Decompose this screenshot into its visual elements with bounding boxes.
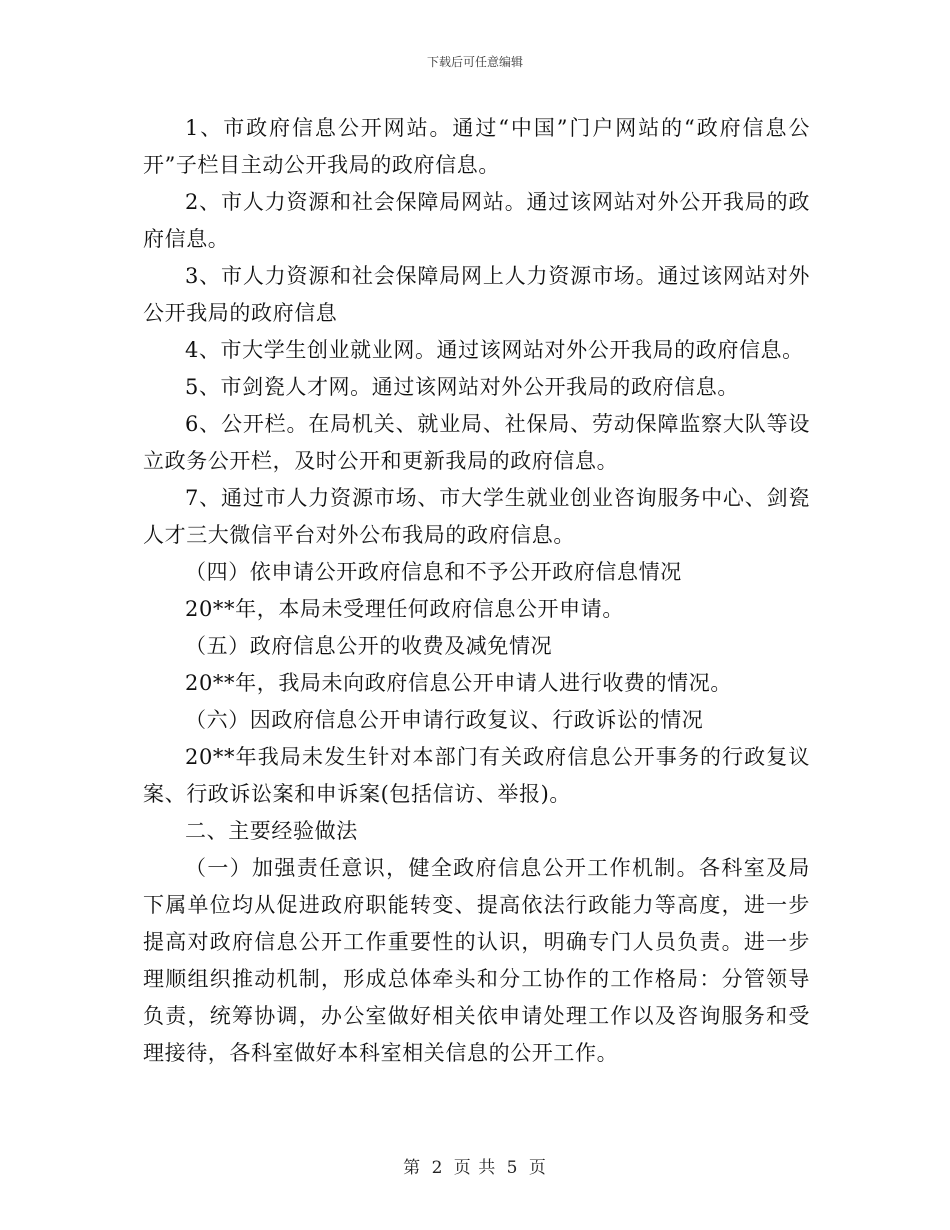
paragraph-10: 20**年我局未发生针对本部门有关政府信息公开事务的行政复议案、行政诉讼案和申诉案(包括信访、举报)。	[143, 745, 810, 806]
footer-page-number: 2	[431, 1158, 444, 1178]
footer-page-prefix: 第	[403, 1158, 422, 1178]
paragraph-3: 3、市人力资源和社会保障局网上人力资源市场。通过该网站对外公开我局的政府信息	[143, 264, 810, 325]
footer-page-total: 5	[506, 1158, 519, 1178]
section-heading-5: （五）政府信息公开的收费及减免情况	[185, 634, 553, 658]
paragraph-8: 20**年，本局未受理任何政府信息公开申请。	[185, 597, 624, 621]
page-footer	[0, 1153, 950, 1178]
paragraph-7: 7、通过市人力资源市场、市大学生就业创业咨询服务中心、剑瓷人才三大微信平台对外公布我局的政府信息。	[143, 486, 810, 547]
document-body	[143, 110, 810, 1072]
footer-page-suffix: 页	[528, 1158, 547, 1178]
section-heading-4: （四）依申请公开政府信息和不予公开政府信息情况	[185, 560, 682, 584]
paragraph-1: 1、市政府信息公开网站。通过“中国”门户网站的“政府信息公开”子栏目主动公开我局的政府信息。	[143, 116, 810, 177]
footer-page-mid: 页 共	[453, 1158, 497, 1178]
section-heading-6: （六）因政府信息公开申请行政复议、行政诉讼的情况	[185, 708, 704, 732]
paragraph-6: 6、公开栏。在局机关、就业局、社保局、劳动保障监察大队等设立政务公开栏，及时公开和更新我局的政府信息。	[143, 412, 810, 473]
paragraph-2: 2、市人力资源和社会保障局网站。通过该网站对外公开我局的政府信息。	[143, 190, 810, 251]
paragraph-11: （一）加强责任意识，健全政府信息公开工作机制。各科室及局下属单位均从促进政府职能转变、提高依法行政能力等高度，进一步提高对政府信息公开工作重要性的认识，明确专门人员负责。进一步理顺组织推动机制，形成总体牵头和分工协作的工作格局：分管领导负责，统筹协调，办公室做好相关依申请处理工作以及咨询服务和受理接待，各科室做好本科室相关信息的公开工作。	[143, 856, 810, 1065]
page-header: 下载后可任意编辑	[426, 55, 523, 69]
paragraph-9: 20**年，我局未向政府信息公开申请人进行收费的情况。	[185, 671, 732, 695]
paragraph-5: 5、市剑瓷人才网。通过该网站对外公开我局的政府信息。	[185, 375, 739, 399]
paragraph-4: 4、市大学生创业就业网。通过该网站对外公开我局的政府信息。	[185, 338, 804, 362]
chapter-heading-2: 二、主要经验做法	[185, 819, 358, 843]
